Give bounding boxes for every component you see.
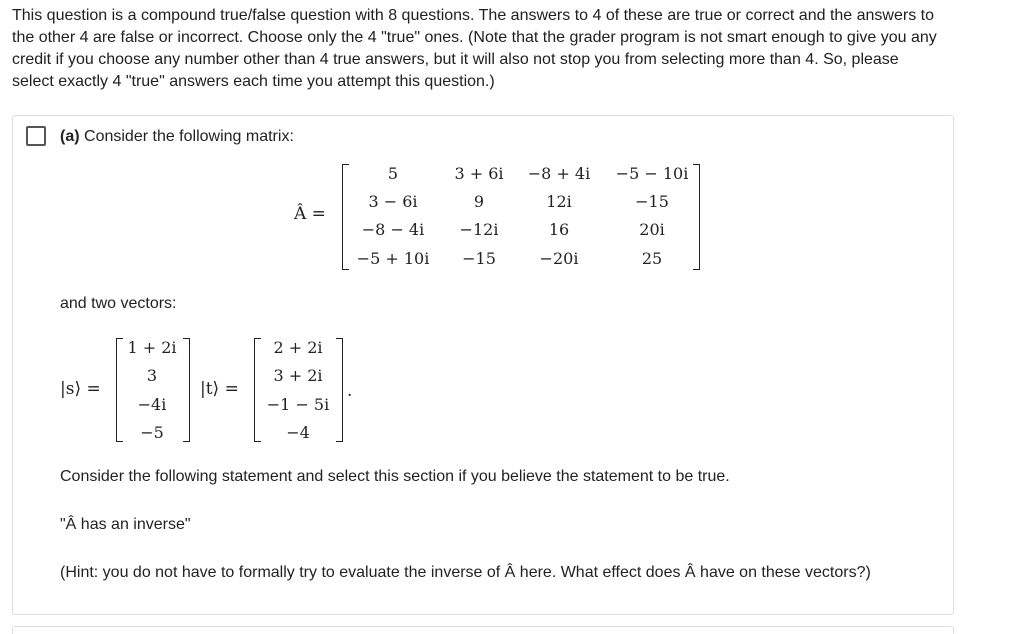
vector-s-entry-4: −5 <box>140 423 164 442</box>
statement-instruction: Consider the following statement and select this section if you believe the statement to be true. <box>60 468 730 485</box>
vector-s-lhs: |s⟩ = <box>60 379 101 399</box>
vector-t-right-bracket <box>336 338 343 442</box>
vector-t-entry-3: −1 − 5i <box>266 395 330 414</box>
matrix-cell-r4-c4: 25 <box>641 249 663 268</box>
matrix-cell-r4-c1: −5 + 10i <box>356 249 430 268</box>
vector-period: . <box>347 381 353 401</box>
matrix-cell-r1-c2: 3 + 6i <box>454 164 504 183</box>
part-a-checkbox[interactable] <box>26 126 46 146</box>
part-a-prompt: Consider the following matrix: <box>84 128 294 145</box>
vectors-intro: and two vectors: <box>60 295 177 312</box>
question-part-a-card <box>12 115 954 615</box>
matrix-cell-r2-c3: 12i <box>546 192 572 211</box>
question-instructions: This question is a compound true/false question with 8 questions. The answers to 4 of these are true or correct and the answers to the other 4 are false or incorrect. Choose only the 4 "true" ones. (Note that the grader program is not smart enough to give you any credit if you choose any number other than 4 true answers, but it will also not stop you from selecting more than 4. So, please select exactly 4 "true" answers each time you attempt this question.) <box>12 7 937 90</box>
matrix-cell-r1-c4: −5 − 10i <box>615 164 689 183</box>
matrix-cell-r4-c3: −20i <box>539 249 579 268</box>
vector-t-left-bracket <box>254 338 261 442</box>
matrix-cell-r3-c4: 20i <box>639 220 665 239</box>
part-a-heading <box>60 126 294 148</box>
vector-t-lhs: |t⟩ = <box>200 379 239 399</box>
question-part-b-card <box>12 626 954 634</box>
hint-text: (Hint: you do not have to formally try to evaluate the inverse of Â here. What effect does Â have on these vectors?) <box>60 564 871 581</box>
matrix-a-lhs: Â = <box>294 204 326 224</box>
vector-t-entry-4: −4 <box>286 423 310 442</box>
statement-text: "Â has an inverse" <box>60 516 191 533</box>
vector-s-entry-3: −4i <box>137 395 167 414</box>
vector-s-left-bracket <box>116 338 123 442</box>
part-a-label: (a) <box>60 128 80 145</box>
matrix-cell-r1-c3: −8 + 4i <box>527 164 591 183</box>
matrix-right-bracket <box>693 164 700 270</box>
vector-s-right-bracket <box>183 338 190 442</box>
matrix-cell-r1-c1: 5 <box>387 164 399 183</box>
matrix-cell-r4-c2: −15 <box>462 249 496 268</box>
vector-s-entry-1: 1 + 2i <box>127 338 177 357</box>
vector-t-entry-1: 2 + 2i <box>273 338 323 357</box>
matrix-cell-r2-c1: 3 − 6i <box>368 192 418 211</box>
matrix-cell-r2-c4: −15 <box>635 192 669 211</box>
matrix-cell-r3-c2: −12i <box>459 220 499 239</box>
matrix-cell-r2-c2: 9 <box>473 192 485 211</box>
matrix-cell-r3-c1: −8 − 4i <box>361 220 425 239</box>
matrix-left-bracket <box>342 164 349 270</box>
matrix-cell-r3-c3: 16 <box>548 220 570 239</box>
vector-t-entry-2: 3 + 2i <box>273 366 323 385</box>
vector-s-entry-2: 3 <box>146 366 158 385</box>
